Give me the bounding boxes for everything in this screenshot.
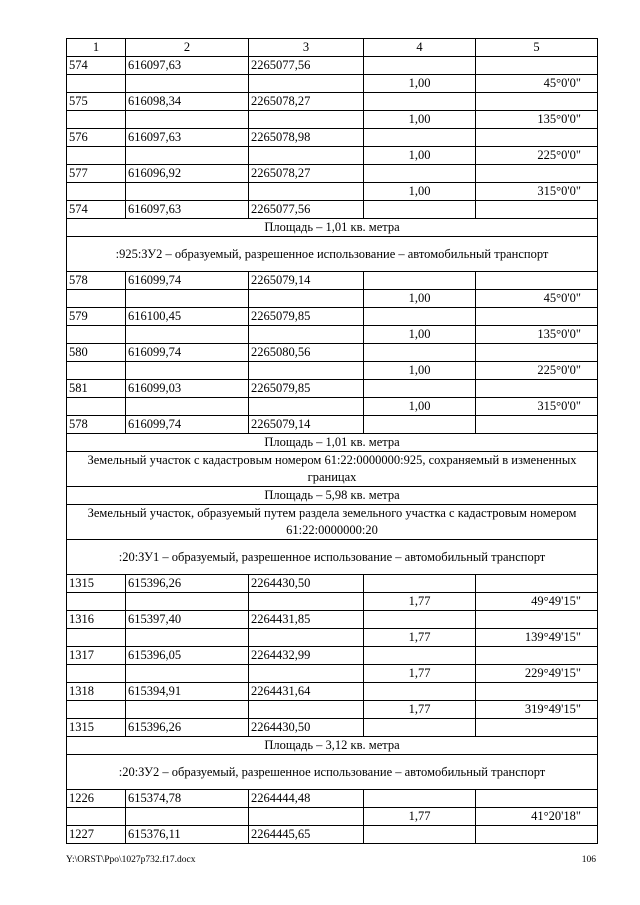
- empty-cell: [364, 719, 476, 737]
- point-number: 578: [67, 272, 126, 290]
- coordinate-x: 616099,74: [126, 416, 249, 434]
- empty-cell: [67, 629, 126, 647]
- segment-length: 1,00: [364, 362, 476, 380]
- point-row: [67, 647, 598, 665]
- file-path: Y:\ORST\Ppo\1027p732.f17.docx: [66, 855, 196, 865]
- direction-angle: 225°0'0": [476, 147, 598, 165]
- point-number: 576: [67, 129, 126, 147]
- point-row: [67, 719, 598, 737]
- section-caption: Земельный участок, образуемый путем раздела земельного участка с кадастровым номером 61:22:0000000:20: [67, 505, 598, 540]
- empty-cell: [126, 75, 249, 93]
- empty-cell: [476, 683, 598, 701]
- point-number: 1316: [67, 611, 126, 629]
- coordinate-x: 615397,40: [126, 611, 249, 629]
- header-row: [67, 39, 598, 57]
- empty-cell: [67, 593, 126, 611]
- coordinate-y: 2265079,14: [249, 272, 364, 290]
- section-caption: :20:ЗУ2 – образуемый, разрешенное использование – автомобильный транспорт: [67, 755, 598, 790]
- coordinate-y: 2265079,85: [249, 380, 364, 398]
- coordinate-y: 2264431,64: [249, 683, 364, 701]
- point-row: [67, 308, 598, 326]
- point-row: [67, 790, 598, 808]
- point-number: 1318: [67, 683, 126, 701]
- empty-cell: [476, 647, 598, 665]
- coordinate-y: 2264432,99: [249, 647, 364, 665]
- empty-cell: [476, 165, 598, 183]
- coordinate-x: 616099,74: [126, 344, 249, 362]
- empty-cell: [249, 290, 364, 308]
- empty-cell: [249, 629, 364, 647]
- point-number: 1226: [67, 790, 126, 808]
- empty-cell: [126, 362, 249, 380]
- coordinate-y: 2264431,85: [249, 611, 364, 629]
- coordinate-x: 615376,11: [126, 826, 249, 844]
- direction-angle: 315°0'0": [476, 398, 598, 416]
- empty-cell: [476, 826, 598, 844]
- empty-cell: [67, 111, 126, 129]
- empty-cell: [476, 575, 598, 593]
- empty-cell: [126, 665, 249, 683]
- point-number: 578: [67, 416, 126, 434]
- empty-cell: [249, 326, 364, 344]
- empty-cell: [476, 416, 598, 434]
- empty-cell: [249, 665, 364, 683]
- column-header: 1: [67, 39, 126, 57]
- point-number: 1315: [67, 575, 126, 593]
- point-row: [67, 93, 598, 111]
- coordinates-table: [66, 38, 598, 844]
- empty-cell: [249, 183, 364, 201]
- segment-row: [67, 593, 598, 611]
- empty-cell: [67, 75, 126, 93]
- point-number: 574: [67, 201, 126, 219]
- empty-cell: [126, 147, 249, 165]
- point-row: [67, 57, 598, 75]
- direction-angle: 135°0'0": [476, 111, 598, 129]
- point-number: 577: [67, 165, 126, 183]
- point-row: [67, 380, 598, 398]
- segment-row: [67, 808, 598, 826]
- point-number: 574: [67, 57, 126, 75]
- empty-cell: [249, 808, 364, 826]
- coordinate-x: 615396,26: [126, 719, 249, 737]
- empty-cell: [364, 308, 476, 326]
- segment-length: 1,00: [364, 290, 476, 308]
- empty-cell: [364, 344, 476, 362]
- empty-cell: [126, 629, 249, 647]
- direction-angle: 41°20'18": [476, 808, 598, 826]
- section-caption: Площадь – 3,12 кв. метра: [67, 737, 598, 755]
- section-caption: Площадь – 1,01 кв. метра: [67, 434, 598, 452]
- empty-cell: [126, 183, 249, 201]
- direction-angle: 315°0'0": [476, 183, 598, 201]
- point-row: [67, 826, 598, 844]
- empty-cell: [126, 808, 249, 826]
- segment-row: [67, 75, 598, 93]
- point-row: [67, 683, 598, 701]
- column-header: 4: [364, 39, 476, 57]
- empty-cell: [364, 129, 476, 147]
- coordinate-y: 2265077,56: [249, 57, 364, 75]
- coordinate-x: 615394,91: [126, 683, 249, 701]
- empty-cell: [249, 147, 364, 165]
- empty-cell: [249, 111, 364, 129]
- segment-row: [67, 183, 598, 201]
- point-number: 581: [67, 380, 126, 398]
- section-caption: :925:ЗУ2 – образуемый, разрешенное использование – автомобильный транспорт: [67, 237, 598, 272]
- section-row: [67, 505, 598, 540]
- empty-cell: [126, 593, 249, 611]
- point-row: [67, 129, 598, 147]
- segment-length: 1,77: [364, 808, 476, 826]
- empty-cell: [126, 326, 249, 344]
- empty-cell: [249, 701, 364, 719]
- point-row: [67, 575, 598, 593]
- direction-angle: 45°0'0": [476, 75, 598, 93]
- point-number: 1227: [67, 826, 126, 844]
- point-number: 579: [67, 308, 126, 326]
- empty-cell: [249, 362, 364, 380]
- empty-cell: [67, 362, 126, 380]
- empty-cell: [364, 647, 476, 665]
- direction-angle: 319°49'15": [476, 701, 598, 719]
- section-row: [67, 219, 598, 237]
- coordinate-y: 2265079,14: [249, 416, 364, 434]
- coordinate-y: 2265078,27: [249, 165, 364, 183]
- point-row: [67, 611, 598, 629]
- segment-row: [67, 290, 598, 308]
- empty-cell: [364, 575, 476, 593]
- empty-cell: [249, 75, 364, 93]
- coordinate-x: 616097,63: [126, 57, 249, 75]
- section-row: [67, 237, 598, 272]
- section-row: [67, 452, 598, 487]
- empty-cell: [364, 790, 476, 808]
- empty-cell: [67, 290, 126, 308]
- direction-angle: 139°49'15": [476, 629, 598, 647]
- section-row: [67, 755, 598, 790]
- empty-cell: [67, 808, 126, 826]
- point-row: [67, 165, 598, 183]
- empty-cell: [476, 129, 598, 147]
- empty-cell: [476, 93, 598, 111]
- empty-cell: [126, 398, 249, 416]
- empty-cell: [364, 57, 476, 75]
- segment-length: 1,00: [364, 183, 476, 201]
- coordinate-y: 2264444,48: [249, 790, 364, 808]
- empty-cell: [364, 826, 476, 844]
- coordinate-x: 616099,74: [126, 272, 249, 290]
- empty-cell: [364, 380, 476, 398]
- section-row: [67, 540, 598, 575]
- direction-angle: 225°0'0": [476, 362, 598, 380]
- empty-cell: [364, 611, 476, 629]
- point-number: 1315: [67, 719, 126, 737]
- point-row: [67, 201, 598, 219]
- empty-cell: [126, 701, 249, 719]
- empty-cell: [476, 611, 598, 629]
- section-row: [67, 737, 598, 755]
- coordinate-y: 2265080,56: [249, 344, 364, 362]
- empty-cell: [364, 165, 476, 183]
- section-caption: :20:ЗУ1 – образуемый, разрешенное использование – автомобильный транспорт: [67, 540, 598, 575]
- empty-cell: [67, 326, 126, 344]
- segment-length: 1,00: [364, 147, 476, 165]
- direction-angle: 229°49'15": [476, 665, 598, 683]
- empty-cell: [126, 111, 249, 129]
- segment-length: 1,00: [364, 326, 476, 344]
- segment-row: [67, 665, 598, 683]
- coordinate-x: 615396,26: [126, 575, 249, 593]
- point-row: [67, 416, 598, 434]
- empty-cell: [364, 201, 476, 219]
- segment-length: 1,77: [364, 593, 476, 611]
- empty-cell: [364, 683, 476, 701]
- segment-row: [67, 326, 598, 344]
- segment-length: 1,00: [364, 111, 476, 129]
- segment-row: [67, 111, 598, 129]
- empty-cell: [67, 183, 126, 201]
- section-caption: Площадь – 1,01 кв. метра: [67, 219, 598, 237]
- coordinate-x: 616100,45: [126, 308, 249, 326]
- empty-cell: [67, 147, 126, 165]
- coordinate-x: 615396,05: [126, 647, 249, 665]
- empty-cell: [249, 593, 364, 611]
- section-caption: Площадь – 5,98 кв. метра: [67, 487, 598, 505]
- coordinate-x: 616096,92: [126, 165, 249, 183]
- column-header: 5: [476, 39, 598, 57]
- coordinate-y: 2265077,56: [249, 201, 364, 219]
- direction-angle: 49°49'15": [476, 593, 598, 611]
- segment-length: 1,77: [364, 701, 476, 719]
- direction-angle: 135°0'0": [476, 326, 598, 344]
- point-number: 575: [67, 93, 126, 111]
- column-header: 3: [249, 39, 364, 57]
- empty-cell: [476, 201, 598, 219]
- segment-length: 1,77: [364, 665, 476, 683]
- empty-cell: [67, 701, 126, 719]
- coordinate-y: 2264445,65: [249, 826, 364, 844]
- point-row: [67, 272, 598, 290]
- empty-cell: [476, 308, 598, 326]
- section-row: [67, 434, 598, 452]
- page-number: 106: [581, 855, 596, 865]
- section-row: [67, 487, 598, 505]
- segment-length: 1,00: [364, 398, 476, 416]
- coordinate-x: 616099,03: [126, 380, 249, 398]
- coordinate-y: 2265078,27: [249, 93, 364, 111]
- empty-cell: [67, 398, 126, 416]
- coordinate-x: 616097,63: [126, 129, 249, 147]
- empty-cell: [364, 272, 476, 290]
- empty-cell: [476, 57, 598, 75]
- coordinate-y: 2264430,50: [249, 575, 364, 593]
- segment-length: 1,77: [364, 629, 476, 647]
- coordinate-x: 616097,63: [126, 201, 249, 219]
- empty-cell: [476, 719, 598, 737]
- section-caption: Земельный участок с кадастровым номером 61:22:0000000:925, сохраняемый в измененных границах: [67, 452, 598, 487]
- segment-length: 1,00: [364, 75, 476, 93]
- segment-row: [67, 629, 598, 647]
- coordinate-x: 616098,34: [126, 93, 249, 111]
- coordinate-x: 615374,78: [126, 790, 249, 808]
- coordinate-y: 2264430,50: [249, 719, 364, 737]
- coordinate-y: 2265078,98: [249, 129, 364, 147]
- segment-row: [67, 701, 598, 719]
- segment-row: [67, 362, 598, 380]
- empty-cell: [67, 665, 126, 683]
- empty-cell: [476, 790, 598, 808]
- empty-cell: [364, 93, 476, 111]
- point-number: 1317: [67, 647, 126, 665]
- point-number: 580: [67, 344, 126, 362]
- direction-angle: 45°0'0": [476, 290, 598, 308]
- empty-cell: [476, 344, 598, 362]
- coordinate-y: 2265079,85: [249, 308, 364, 326]
- empty-cell: [476, 380, 598, 398]
- segment-row: [67, 398, 598, 416]
- point-row: [67, 344, 598, 362]
- column-header: 2: [126, 39, 249, 57]
- segment-row: [67, 147, 598, 165]
- empty-cell: [364, 416, 476, 434]
- empty-cell: [249, 398, 364, 416]
- empty-cell: [126, 290, 249, 308]
- empty-cell: [476, 272, 598, 290]
